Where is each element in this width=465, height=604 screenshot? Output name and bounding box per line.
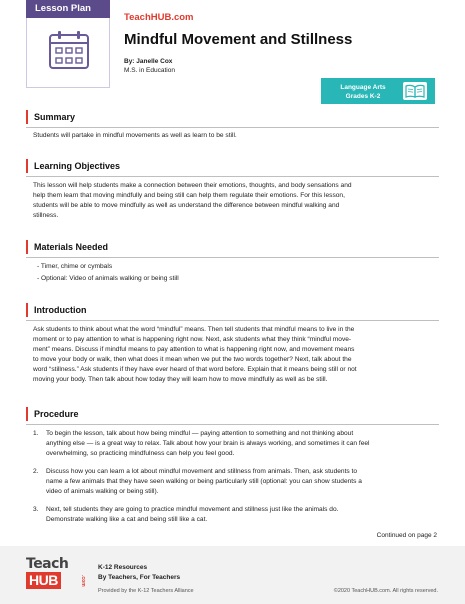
list-item: - Timer, chime or cymbals xyxy=(37,263,113,270)
introduction-text xyxy=(33,325,438,385)
author-name: By: Janelle Cox xyxy=(124,58,173,65)
logo-hub: HUB xyxy=(26,572,61,589)
brand-name: TeachHUB.com xyxy=(124,12,194,23)
section-divider xyxy=(26,257,439,258)
logo-teach: Teach xyxy=(26,556,69,572)
text-line: Discuss how you can learn a lot about mindful movement and stillness from animals. Then, ask students to xyxy=(46,468,358,475)
logo-com: .com xyxy=(80,575,86,587)
step-number: 3. xyxy=(33,506,39,513)
author-credential: M.S. in Education xyxy=(124,67,175,74)
text-line: word “stillness.” Ask students if they have ever heard of that word before. Explain that it means being still or not xyxy=(33,366,357,373)
text-line: anything else — is a great way to relax. Talk about how your brain is always working, and sometimes it can feel xyxy=(46,440,370,447)
section-heading: Summary xyxy=(34,112,76,122)
section-marker xyxy=(26,240,28,254)
text-line: stillness. xyxy=(33,212,59,219)
step-number: 1. xyxy=(33,430,39,437)
footer-provided: Provided by the K-12 Teachers Alliance xyxy=(98,588,194,594)
text-line: video of animals walking or being still). xyxy=(46,488,159,495)
footer-copyright: ©2020 TeachHUB.com. All rights reserved. xyxy=(333,588,438,594)
text-line: help them learn that moving mindfully and being still can help them regulate their emotions. For this lesson, xyxy=(33,192,345,199)
text-line: To begin the lesson, talk about how being mindful — paying attention to something and not thinking about xyxy=(46,430,354,437)
section-marker xyxy=(26,303,28,317)
section-heading: Learning Objectives xyxy=(34,161,121,171)
text-line: moving your body. Then talk about how today they will learn how to move mindfully as well as be still. xyxy=(33,376,328,383)
text-line: to move your body or walk, then what does it mean when we put the two words together? Next, talk about the xyxy=(33,356,352,363)
lesson-plan-panel xyxy=(26,0,110,88)
author-block xyxy=(124,57,175,75)
text-line: Next, tell students they are going to practice mindful movement and stillness just like the animals do. xyxy=(46,506,339,513)
list-item: - Optional: Video of animals walking or being still xyxy=(37,275,179,282)
teachhub-logo xyxy=(26,556,86,597)
subject-badge xyxy=(321,78,435,104)
book-icon xyxy=(405,84,425,98)
continued-note: Continued on page 2 xyxy=(376,532,437,539)
section-divider xyxy=(26,320,439,321)
section-divider xyxy=(26,176,439,177)
text-line: This lesson will help students make a connection between their emotions, thoughts, and body sensations and xyxy=(33,182,352,189)
section-divider xyxy=(26,424,439,425)
lesson-plan-tab: Lesson Plan xyxy=(26,0,110,18)
calendar-icon xyxy=(47,28,91,72)
section-heading: Materials Needed xyxy=(34,242,109,252)
text-line: moment or to pay attention to what is happening right now. Next, ask students what they think “mindful move- xyxy=(33,336,352,343)
section-marker xyxy=(26,159,28,173)
text-line: name a few animals that they have seen walking or being particularly still (optional: you can show students a xyxy=(46,478,362,485)
text-line: students will be able to move mindfully as well as understand the difference between mindful walking and xyxy=(33,202,340,209)
grades-label: Grades K-2 xyxy=(345,93,381,100)
footer-resources-title: K-12 Resources xyxy=(98,564,148,571)
section-divider xyxy=(26,127,439,128)
page-title: Mindful Movement and Stillness xyxy=(124,31,353,48)
text-line: Demonstrate walking like a cat and being still like a cat. xyxy=(46,516,208,523)
step-number: 2. xyxy=(33,468,39,475)
footer-resources xyxy=(98,563,180,583)
summary-text: Students will partake in mindful movements as well as learn to be still. xyxy=(33,132,237,139)
text-line: ment” means. Discuss if mindful means to pay attention to what is happening right now, and movement means xyxy=(33,346,355,353)
objectives-text xyxy=(33,181,438,221)
page-footer xyxy=(0,546,465,604)
section-marker xyxy=(26,407,28,421)
section-heading: Introduction xyxy=(34,305,87,315)
calendar-box xyxy=(26,18,110,88)
footer-tagline: By Teachers, For Teachers xyxy=(98,574,181,581)
section-heading: Procedure xyxy=(34,409,79,419)
section-marker xyxy=(26,110,28,124)
text-line: overwhelming, so practicing mindfulness can help you feel good. xyxy=(46,450,235,457)
text-line: Ask students to think about what the word “mindful” means. Then tell students that mindful means to live in the xyxy=(33,326,355,333)
subject-label: Language Arts xyxy=(340,84,386,91)
